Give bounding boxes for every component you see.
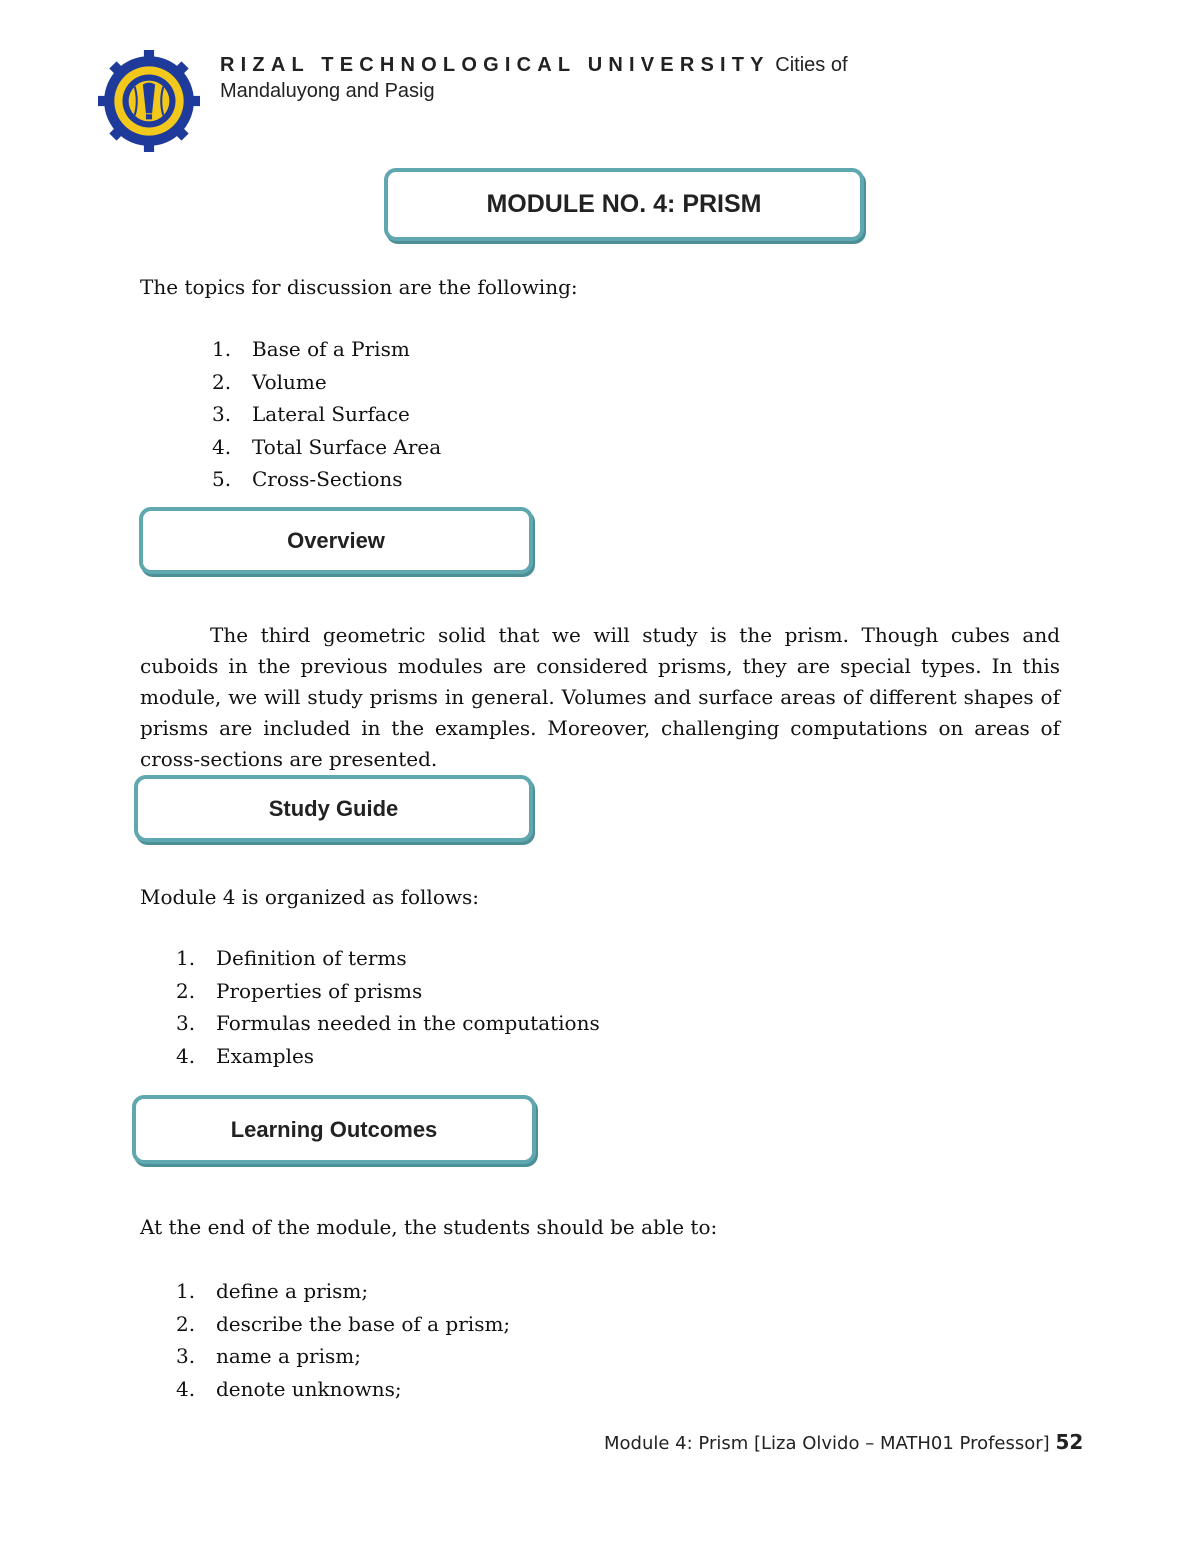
learning-outcomes-intro: At the end of the module, the students should be able to:	[140, 1215, 718, 1239]
list-item: 4. Total Surface Area	[212, 434, 442, 459]
topics-list	[212, 333, 441, 496]
study-guide-intro: Module 4 is organized as follows:	[140, 885, 479, 909]
list-item: 5. Cross-Sections	[212, 467, 403, 491]
list-item: 1. Definition of terms	[176, 946, 407, 970]
overview-paragraph: The third geometric solid that we will study is the prism. Though cubes and cuboids in the previous modules are considered prisms, they are special types. In this module, we will study prisms in general. Volumes and surface areas of different shapes of prisms are included in the examples. Moreover, challenging computations on areas of cross-sections are presented.	[140, 623, 1060, 771]
learning-outcomes-heading: Learning Outcomes	[132, 1095, 536, 1164]
list-item: 4. denote unknowns;	[176, 1376, 402, 1401]
study-guide-heading: Study Guide	[134, 775, 533, 842]
university-location: Mandaluyong and Pasig	[220, 80, 435, 102]
list-item: 2. describe the base of a prism;	[176, 1311, 511, 1336]
list-item: 4. Examples	[176, 1043, 315, 1068]
overview-heading: Overview	[139, 507, 533, 574]
module-title: MODULE NO. 4: PRISM	[384, 168, 864, 241]
list-item: 3. Lateral Surface	[212, 402, 410, 426]
university-logo	[98, 50, 200, 152]
list-item: 2. Properties of prisms	[176, 978, 423, 1003]
university-name: RIZAL TECHNOLOGICAL UNIVERSITY Cities of	[220, 54, 848, 76]
study-guide-list	[176, 942, 600, 1072]
page-footer	[604, 1430, 1083, 1454]
list-item: 2. Volume	[212, 369, 327, 394]
list-item: 1. define a prism;	[176, 1279, 369, 1303]
list-item: 3. Formulas needed in the computations	[176, 1011, 600, 1035]
page-number: 52	[1055, 1430, 1084, 1454]
list-item: 3. name a prism;	[176, 1344, 361, 1368]
learning-outcomes-list	[176, 1275, 510, 1405]
topics-intro: The topics for discussion are the following:	[140, 275, 578, 299]
footer-text: Module 4: Prism [Liza Olvido – MATH01 Professor]	[604, 1433, 1050, 1454]
list-item: 1. Base of a Prism	[212, 337, 410, 361]
